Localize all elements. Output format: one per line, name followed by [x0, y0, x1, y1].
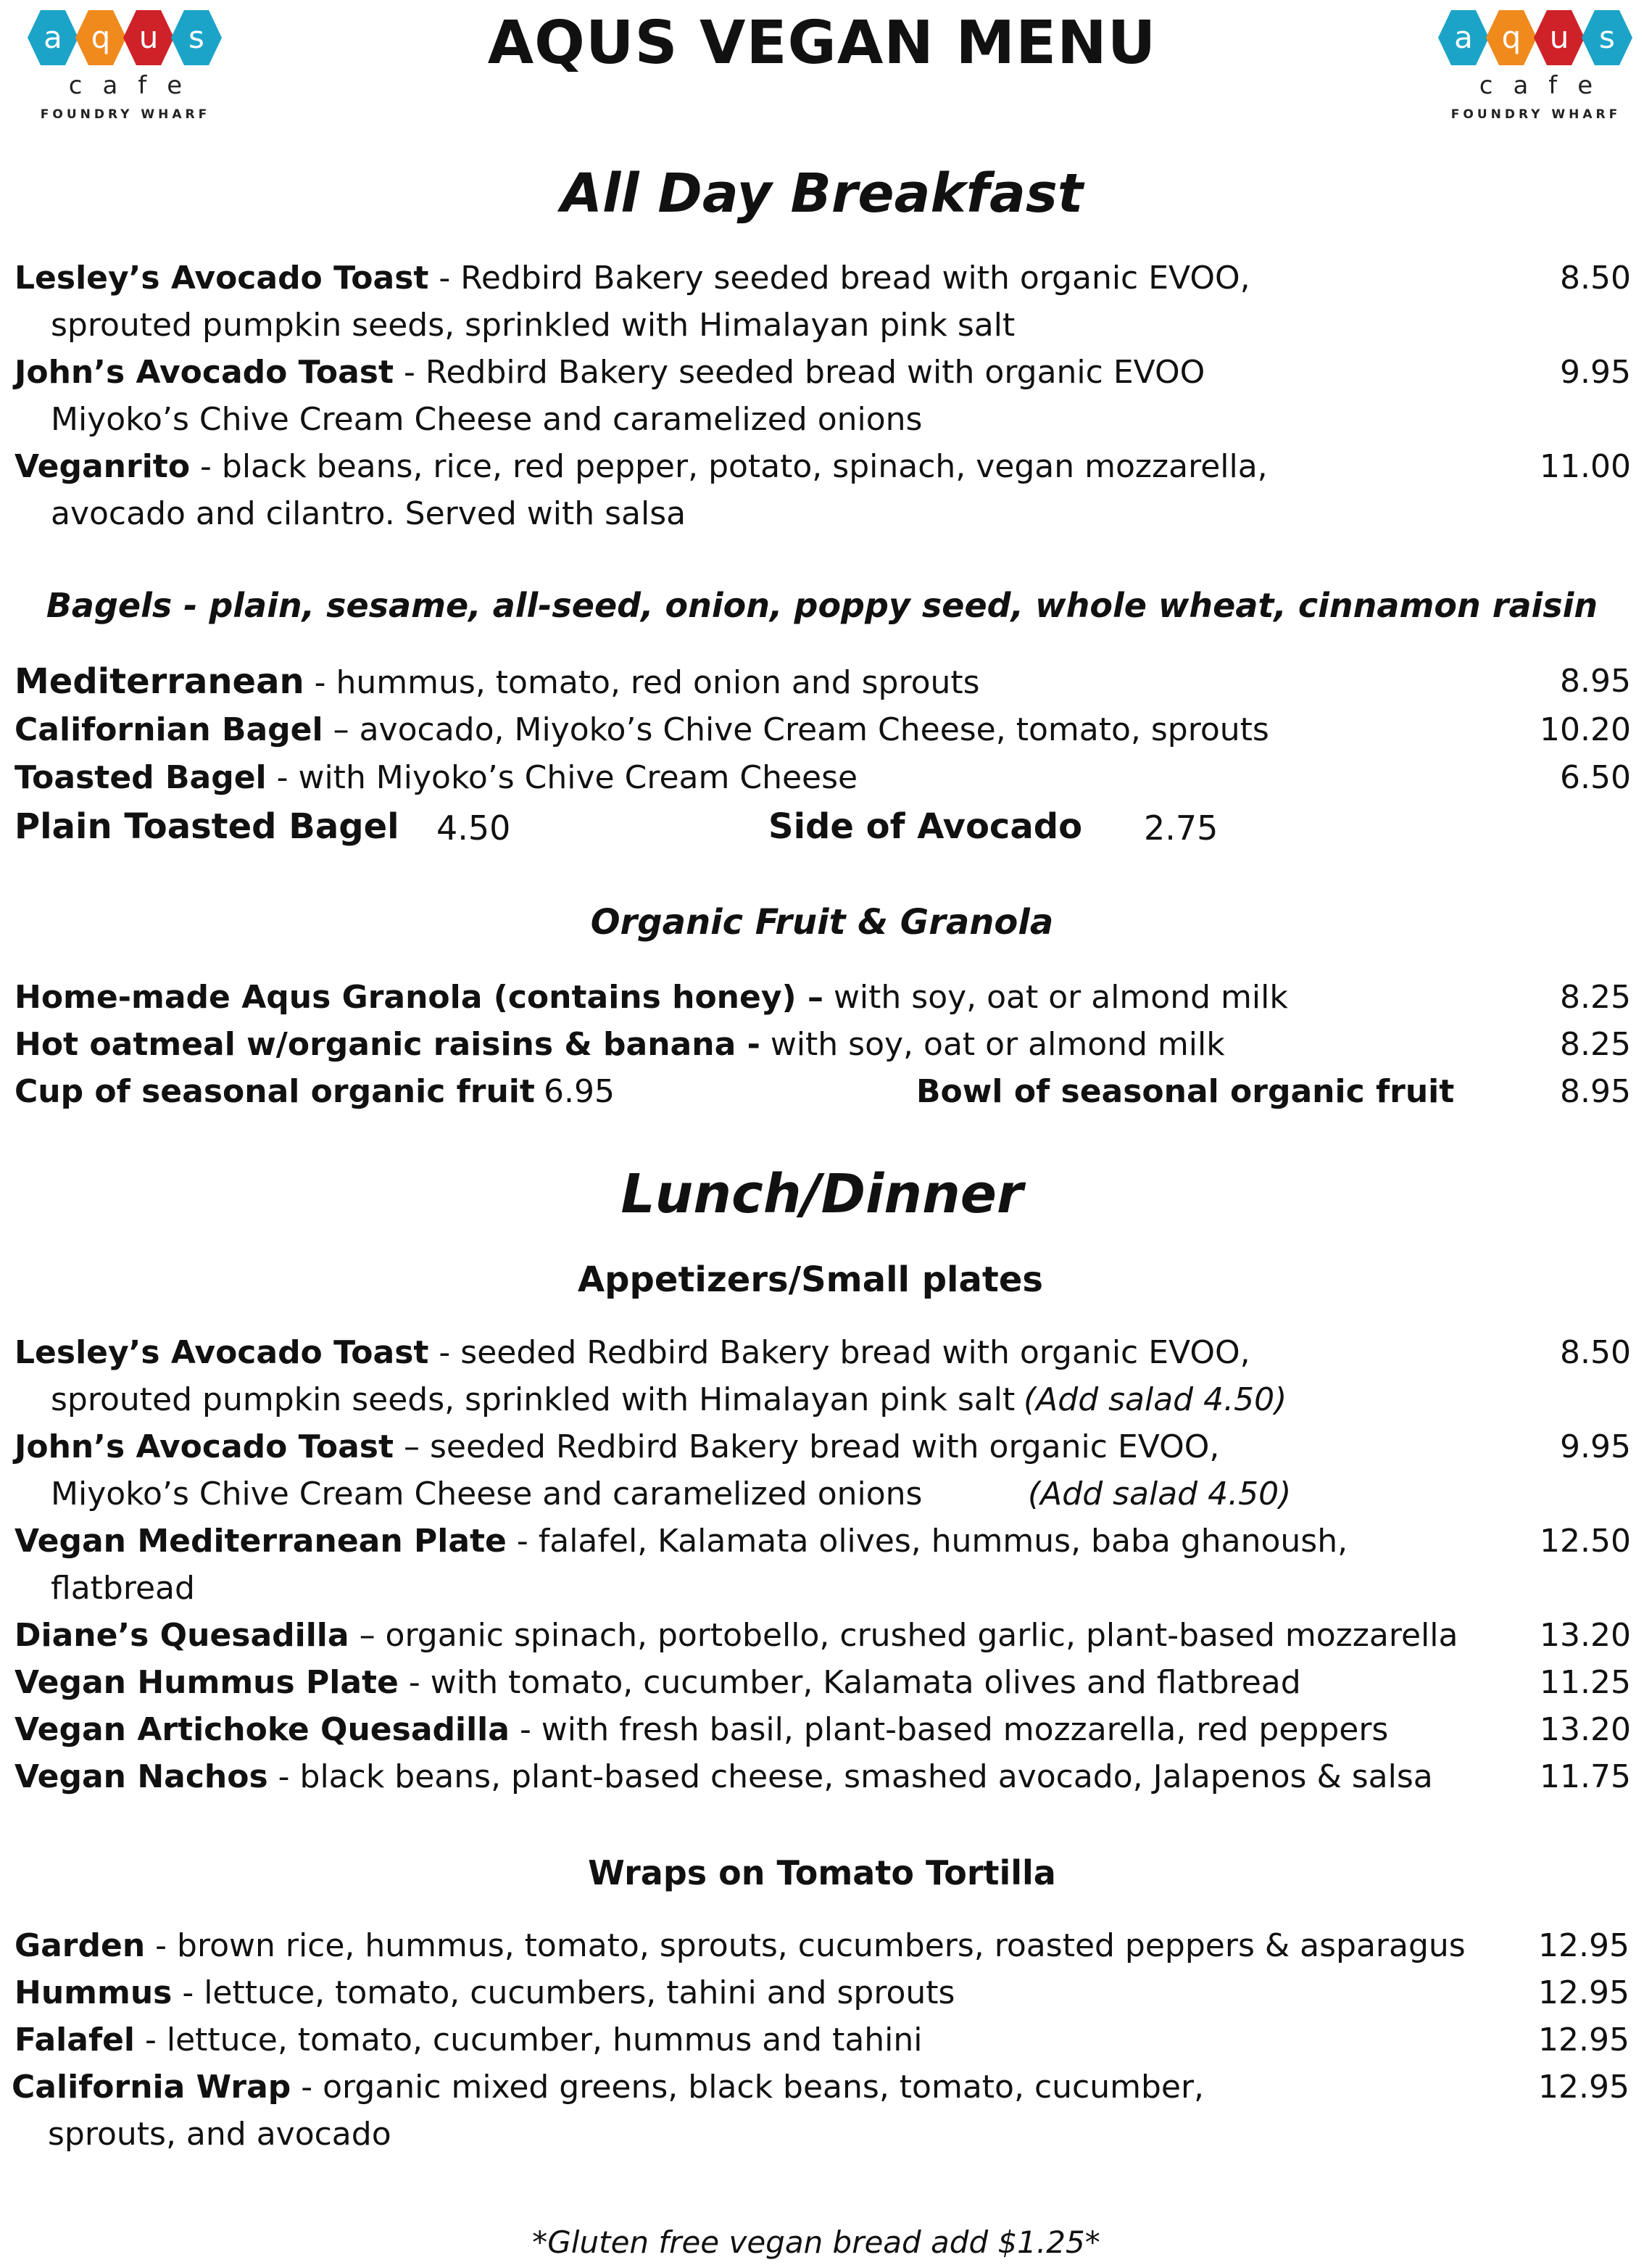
item-name: Lesley’s Avocado Toast	[14, 260, 429, 297]
menu-item	[12, 2066, 1204, 2109]
logo-letter-u: u	[1549, 20, 1569, 55]
menu-item	[14, 1425, 1219, 1469]
item-price: 12.95	[1538, 2021, 1630, 2058]
item-desc: - lettuce, tomato, cucumber, hummus and tahini	[135, 2021, 923, 2058]
item-desc: - organic mixed greens, black beans, tomato, cucumber,	[291, 2069, 1205, 2106]
wraps-heading: Wraps on Tomato Tortilla	[588, 1853, 1056, 1892]
menu-item	[14, 976, 1288, 1019]
item-price: 10.20	[1540, 711, 1631, 748]
item-desc: - brown rice, hummus, tomato, sprouts, cucumbers, roasted peppers & asparagus	[145, 1927, 1466, 1964]
menu-item	[14, 1023, 1225, 1067]
logo-letter-u: u	[138, 20, 159, 55]
item-price: 13.20	[1540, 1711, 1631, 1748]
item-desc: - hummus, tomato, red onion and sprouts	[304, 664, 980, 701]
item-desc: - lettuce, tomato, cucumbers, tahini and sprouts	[172, 1974, 955, 2011]
item-desc: - seeded Redbird Bakery bread with organic EVOO,	[428, 1334, 1250, 1371]
item-desc-cont: Miyoko’s Chive Cream Cheese and caramelized onions	[51, 1476, 923, 1512]
item-price: 8.25	[1560, 1026, 1631, 1063]
item-desc: - falafel, Kalamata olives, hummus, baba ghanoush,	[506, 1523, 1348, 1560]
logo-letter-a: a	[1454, 20, 1473, 55]
item-desc-cont: sprouted pumpkin seeds, sprinkled with Himalayan pink salt	[51, 307, 1016, 344]
item-name: Falafel	[14, 2021, 136, 2058]
extra-item-name: Plain Toasted Bagel	[14, 806, 399, 847]
item-price: 11.75	[1540, 1758, 1631, 1795]
item-desc: with soy, oat or almond milk	[760, 1026, 1225, 1063]
item-price: 12.50	[1540, 1523, 1631, 1560]
menu-item	[14, 1708, 1388, 1752]
appetizers-heading: Appetizers/Small plates	[578, 1259, 1043, 1300]
menu-item	[14, 1755, 1433, 1799]
menu-item	[14, 1331, 1250, 1375]
item-name: Garden	[14, 1927, 146, 1964]
logo-location: FOUNDRY WHARF	[1450, 107, 1622, 122]
item-name: Vegan Artichoke Quesadilla	[14, 1711, 510, 1748]
item-desc: - black beans, rice, red pepper, potato, spinach, vegan mozzarella,	[190, 448, 1268, 485]
item-price: 12.95	[1538, 2069, 1630, 2106]
menu-item	[14, 756, 858, 800]
item-price: 8.50	[1560, 260, 1631, 297]
item-name: Veganrito	[14, 448, 191, 485]
item-desc: - Redbird Bakery seeded bread with organic EVOO,	[428, 260, 1250, 297]
item-name: California Wrap	[12, 2069, 291, 2106]
menu-item	[14, 2019, 923, 2062]
item-name: Diane’s Quesadilla	[14, 1617, 349, 1654]
menu-item	[14, 660, 980, 705]
item-name: John’s Avocado Toast	[14, 354, 394, 391]
logo-letter-q: q	[1501, 20, 1521, 55]
item-price: 9.95	[1560, 354, 1631, 391]
item-desc: – avocado, Miyoko’s Chive Cream Cheese, tomato, sprouts	[323, 711, 1269, 748]
menu-item	[14, 1971, 955, 2015]
item-price: 11.00	[1540, 448, 1631, 485]
menu-item	[14, 708, 1269, 752]
menu-item	[916, 1070, 1454, 1114]
menu-item	[14, 445, 1268, 489]
item-desc-cont: Miyoko’s Chive Cream Cheese and caramelized onions	[51, 401, 923, 438]
item-price: 8.50	[1560, 1334, 1631, 1371]
item-name: Mediterranean	[14, 661, 304, 702]
logo-letter-q: q	[91, 20, 111, 55]
item-desc-cont: avocado and cilantro. Served with salsa	[51, 495, 686, 532]
add-salad-note: (Add salad 4.50)	[1024, 1381, 1287, 1418]
menu-item	[14, 1924, 1466, 1968]
item-name: Home-made Aqus Granola (contains honey) –	[14, 979, 823, 1016]
lunch-heading: Lunch/Dinner	[620, 1163, 1024, 1225]
item-desc: – organic spinach, portobello, crushed garlic, plant-based mozzarella	[349, 1617, 1458, 1654]
item-desc: - with Miyoko’s Chive Cream Cheese	[266, 759, 858, 796]
menu-item	[14, 351, 1205, 394]
item-name: Vegan Mediterranean Plate	[14, 1523, 507, 1560]
item-name: Bowl of seasonal organic fruit	[916, 1073, 1455, 1110]
item-desc: - Redbird Bakery seeded bread with organic EVOO	[394, 354, 1205, 391]
item-price: 9.95	[1560, 1428, 1631, 1465]
item-price: 12.95	[1538, 1974, 1630, 2011]
item-desc: - with fresh basil, plant-based mozzarella, red peppers	[509, 1711, 1389, 1748]
item-desc: with soy, oat or almond milk	[823, 979, 1288, 1016]
item-price: 6.50	[1560, 759, 1631, 796]
item-name: John’s Avocado Toast	[14, 1428, 394, 1465]
breakfast-heading: All Day Breakfast	[560, 162, 1084, 225]
gluten-free-note: *Gluten free vegan bread add $1.25*	[532, 2224, 1100, 2260]
menu-item	[14, 1520, 1348, 1563]
item-desc-cont: flatbread	[51, 1570, 195, 1607]
extra-item-name: Side of Avocado	[768, 806, 1083, 847]
logo-letter-s: s	[188, 20, 204, 55]
item-name: Hot oatmeal w/organic raisins & banana -	[14, 1026, 760, 1063]
item-price: 8.95	[1560, 663, 1631, 700]
logo-cafe: cafe	[68, 71, 203, 100]
menu-item	[14, 1614, 1458, 1657]
item-price: 6.95	[544, 1073, 615, 1110]
item-desc: - with tomato, cucumber, Kalamata olives and flatbread	[398, 1664, 1301, 1701]
item-name: Cup of seasonal organic fruit	[14, 1073, 535, 1110]
logo-location: FOUNDRY WHARF	[40, 107, 211, 122]
menu-item	[14, 1070, 535, 1114]
menu-item	[14, 1661, 1301, 1705]
item-price: 8.25	[1560, 979, 1631, 1016]
item-price: 11.25	[1540, 1664, 1631, 1701]
item-desc-cont: sprouts, and avocado	[48, 2116, 391, 2153]
item-price: 12.95	[1538, 1927, 1630, 1964]
extra-item-price: 2.75	[1144, 808, 1219, 848]
add-salad-note: (Add salad 4.50)	[1028, 1476, 1292, 1512]
item-desc-cont: sprouted pumpkin seeds, sprinkled with Himalayan pink salt	[51, 1381, 1016, 1418]
item-name: Vegan Hummus Plate	[14, 1664, 399, 1701]
logo-letter-a: a	[43, 20, 62, 55]
item-desc: – seeded Redbird Bakery bread with organic EVOO,	[394, 1428, 1220, 1465]
page-title: AQUS VEGAN MENU	[487, 9, 1157, 78]
fruit-heading: Organic Fruit & Granola	[590, 902, 1054, 943]
bagels-heading: Bagels - plain, sesame, all-seed, onion, poppy seed, whole wheat, cinnamon raisin	[46, 586, 1598, 625]
logo-letter-s: s	[1599, 20, 1615, 55]
item-name: Hummus	[14, 1974, 173, 2011]
menu-item	[14, 257, 1250, 300]
extra-item-price: 4.50	[436, 808, 511, 848]
item-desc: - black beans, plant-based cheese, smashed avocado, Jalapenos & salsa	[267, 1758, 1433, 1795]
item-name: Vegan Nachos	[14, 1758, 268, 1795]
item-name: Toasted Bagel	[14, 759, 267, 796]
item-name: Lesley’s Avocado Toast	[14, 1334, 429, 1371]
item-price: 13.20	[1540, 1617, 1631, 1654]
item-price: 8.95	[1560, 1073, 1631, 1110]
item-name: Californian Bagel	[14, 711, 323, 748]
logo-cafe: cafe	[1479, 71, 1614, 100]
